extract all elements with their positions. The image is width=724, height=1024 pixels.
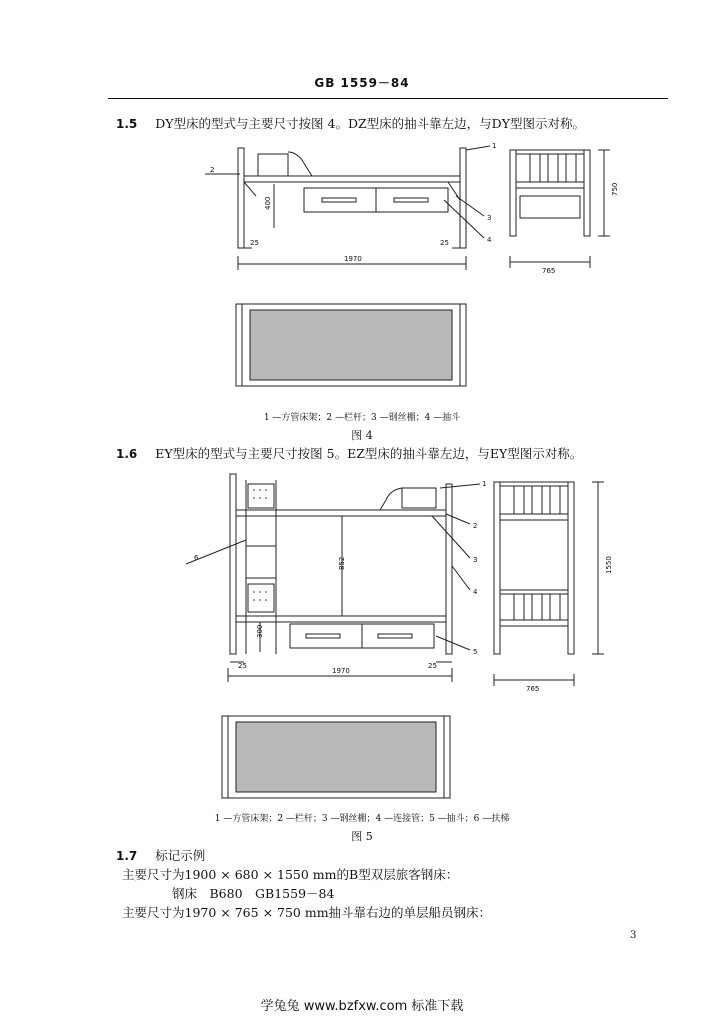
fig5-callout-4: 4: [473, 588, 478, 596]
section-title: 标记示例: [155, 848, 206, 863]
fig4-dim-height: 400: [264, 196, 272, 210]
section-text: EY型床的型式与主要尺寸按图 5。EZ型床的抽斗靠左边，与EY型图示对称。: [155, 446, 583, 461]
fig4-callout-2: 2: [210, 166, 215, 174]
figure-4-label: 图 4: [351, 429, 373, 442]
section-number: 1.7: [116, 849, 138, 863]
section-1-7: [116, 846, 205, 864]
fig5-callout-1: 1: [482, 480, 487, 488]
fig5-callout-2: 2: [473, 522, 478, 530]
section-number: 1.6: [116, 447, 138, 461]
fig4-callout-1: 1: [492, 142, 497, 150]
marking-example-code: 钢床 B680 GB1559－84: [172, 886, 335, 901]
section-text: DY型床的型式与主要尺寸按图 4。DZ型床的抽斗靠左边，与DY型图示对称。: [155, 116, 585, 131]
page-number: 3: [630, 930, 637, 941]
fig4-callout-4: 4: [487, 236, 492, 244]
figure-5-label: 图 5: [351, 830, 373, 843]
fig5-dim-height: 300: [256, 624, 264, 638]
fig4-dim-depth: 765: [542, 267, 556, 275]
fig5-dim-total-height: 1550: [605, 556, 613, 574]
figure-5-caption: 1 —方管床架；2 —栏杆；3 —钢丝棚；4 —连接管；5 —抽斗；6 —扶梯: [214, 814, 510, 824]
fig5-dim-right: 25: [428, 662, 437, 670]
standard-number-header: GB 1559－84: [314, 76, 410, 90]
footer-watermark[interactable]: 学兔兔 www.bzfxw.com 标准下载: [260, 999, 464, 1014]
section-number: 1.5: [116, 117, 138, 131]
fig5-callout-5: 5: [473, 648, 478, 656]
fig4-dim-left: 25: [250, 239, 259, 247]
fig5-dim-depth: 765: [526, 685, 540, 693]
fig4-dim-right: 25: [440, 239, 449, 247]
fig4-dim-length: 1970: [344, 255, 362, 263]
fig5-dim-left: 25: [238, 662, 247, 670]
fig4-dim-total-height: 750: [611, 182, 619, 196]
marking-example-line-1: 主要尺寸为1900 × 680 × 1550 mm的B型双层旅客钢床：: [122, 867, 459, 882]
figure-4-caption: 1 —方管床架；2 —栏杆；3 —钢丝棚；4 —抽斗: [263, 413, 461, 423]
fig5-dim-length: 1970: [332, 667, 350, 675]
marking-example-line-2: 主要尺寸为1970 × 765 × 750 mm抽斗靠右边的单层船员钢床：: [122, 905, 492, 920]
fig5-dim-tier-gap: 852: [338, 556, 346, 570]
fig5-callout-3: 3: [473, 556, 478, 564]
fig4-callout-3: 3: [487, 214, 492, 222]
fig5-callout-6: 6: [194, 554, 199, 562]
